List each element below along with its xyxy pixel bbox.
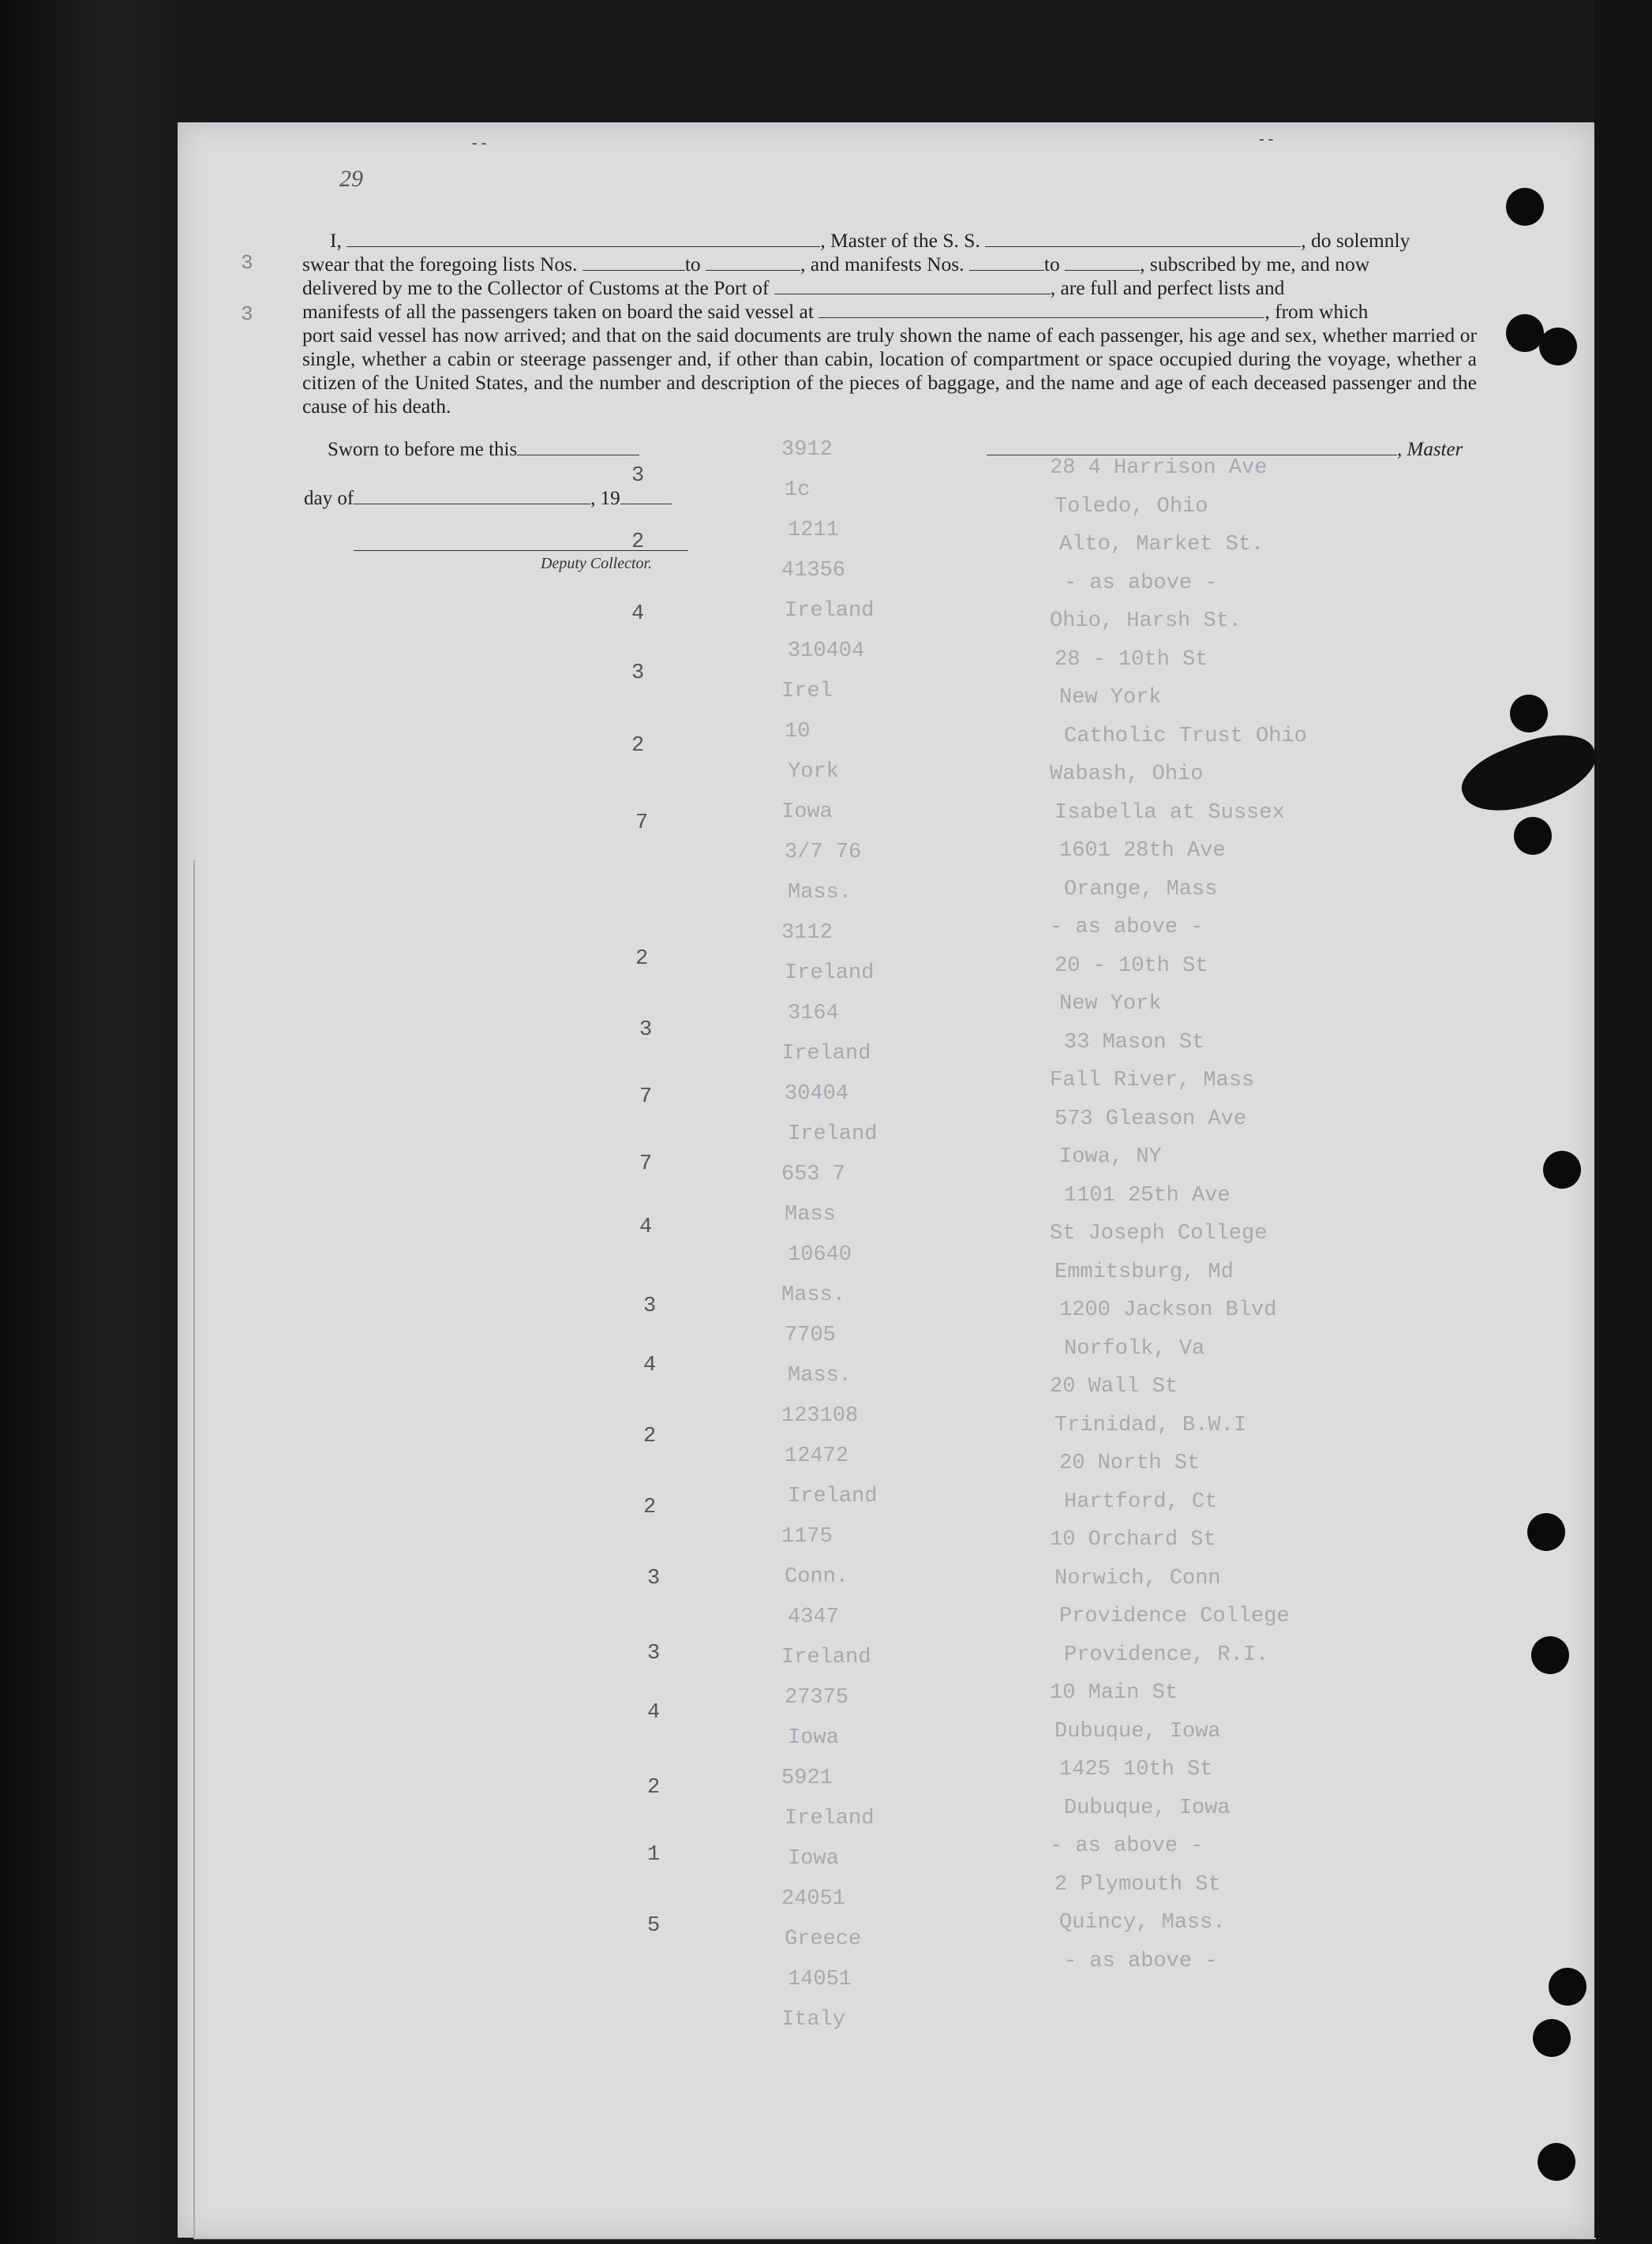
bleed-through-text: Wabash, Ohio (1050, 762, 1204, 786)
bleed-through-text: New York (1059, 686, 1162, 710)
bleed-through-text: Catholic Trust Ohio (1064, 724, 1307, 748)
bleed-through-text: Providence College (1059, 1605, 1290, 1628)
punch-hole (1510, 695, 1548, 732)
lists-from-blank (583, 254, 685, 271)
scan-background-left (0, 0, 178, 2244)
bleed-through-text: Mass (785, 1203, 836, 1227)
bleed-through-text: 3912 (781, 438, 833, 462)
bleed-through-text: 27375 (785, 1686, 849, 1710)
column-mark: 3 (639, 1018, 653, 1042)
embark-port-blank (819, 302, 1264, 318)
bleed-through-text: - as above - (1050, 1834, 1204, 1858)
column-mark: 4 (647, 1701, 661, 1725)
master-name-blank (347, 230, 820, 247)
bleed-through-text: New York (1059, 992, 1162, 1016)
column-mark: 7 (635, 811, 649, 835)
oath-line3-a: delivered by me to the Collector of Customs at the Port of (302, 276, 770, 299)
oath-line2-d: to (1043, 253, 1060, 275)
bleed-through-text: 10640 (788, 1243, 852, 1267)
bleed-through-text: 7705 (785, 1324, 836, 1347)
manifests-to-blank (1065, 254, 1140, 271)
ship-name-blank (985, 230, 1301, 247)
bleed-through-text: 41356 (781, 559, 846, 583)
sworn-text: Sworn to before me this (328, 439, 518, 460)
sworn-day-blank (517, 439, 639, 455)
oath-line1-c: , do solemnly (1301, 229, 1410, 252)
bleed-through-text: 1175 (781, 1525, 833, 1549)
bleed-through-text: 4347 (788, 1605, 839, 1629)
oath-line4-a: manifests of all the passengers taken on board the said vessel at (302, 300, 814, 323)
bleed-through-text: 1425 10th St (1059, 1758, 1213, 1781)
bleed-through-text: 1200 Jackson Blvd (1059, 1298, 1277, 1322)
bleed-through-text: Iowa (781, 800, 833, 824)
column-mark: 4 (639, 1216, 653, 1239)
bleed-through-text: - as above - (1064, 1949, 1218, 1973)
bleed-through-text: Ireland (785, 599, 875, 623)
bleed-through-text: 653 7 (781, 1163, 846, 1186)
column-mark: 3 (631, 464, 645, 488)
bleed-through-text: Ireland (788, 1122, 878, 1146)
punch-hole (1527, 1513, 1565, 1551)
punch-hole (1539, 328, 1577, 365)
sworn-line (328, 439, 639, 461)
top-ink-mark: - - (1259, 130, 1274, 148)
day-of-text: day of (304, 488, 354, 509)
bleed-through-text: Norfolk, Va (1064, 1336, 1205, 1361)
margin-mark: 3 (241, 251, 253, 275)
bleed-through-text: 20 - 10th St (1055, 953, 1208, 978)
column-mark: 7 (639, 1152, 653, 1176)
bleed-through-text: 28 4 Harrison Ave (1050, 456, 1268, 480)
punch-hole (1514, 817, 1552, 855)
manifests-from-blank (969, 254, 1044, 271)
bleed-through-text: Isabella at Sussex (1055, 800, 1285, 825)
column-mark: 3 (643, 1294, 657, 1318)
day-of-line (304, 488, 672, 510)
column-mark: 3 (647, 1642, 661, 1665)
bleed-through-text: - as above - (1050, 916, 1204, 939)
oath-paragraph (302, 229, 1477, 418)
bleed-through-text: Emmitsburg, Md (1055, 1260, 1234, 1284)
bleed-through-text: 3112 (781, 921, 833, 945)
year-prefix: , 19 (590, 488, 620, 509)
bleed-through-text: Quincy, Mass. (1059, 1911, 1226, 1935)
margin-mark: 3 (241, 302, 253, 326)
bleed-through-text: Mass. (788, 1364, 852, 1388)
bleed-through-text: 1101 25th Ave (1064, 1183, 1231, 1208)
bleed-through-text: 20 North St (1059, 1452, 1201, 1475)
column-mark: 1 (647, 1843, 661, 1867)
bleed-through-text: 33 Mason St (1064, 1030, 1205, 1055)
oath-line2-e: , subscribed by me, and now (1140, 253, 1370, 275)
punch-hole (1506, 314, 1544, 352)
bleed-through-text: Norwich, Conn (1055, 1566, 1221, 1590)
column-mark: 3 (647, 1567, 661, 1590)
column-mark: 3 (631, 661, 645, 685)
bleed-through-text: St Joseph College (1050, 1222, 1268, 1246)
bleed-through-text: 573 Gleason Ave (1055, 1107, 1247, 1131)
bleed-through-text: Toledo, Ohio (1055, 494, 1208, 519)
punch-hole (1531, 1636, 1569, 1674)
bleed-through-text: Conn. (785, 1565, 849, 1589)
bleed-through-text: Mass. (781, 1283, 846, 1307)
bleed-through-text: Italy (781, 2008, 846, 2032)
column-mark: 2 (643, 1496, 657, 1519)
port-blank (774, 278, 1051, 294)
bleed-through-text: 10 Orchard St (1050, 1528, 1216, 1552)
bleed-through-text: 123108 (781, 1404, 859, 1428)
oath-line1-b: , Master of the S. S. (820, 229, 980, 252)
bleed-through-text: 3/7 76 (785, 841, 862, 864)
bleed-through-text: Ireland (781, 1042, 871, 1066)
lists-to-blank (706, 254, 800, 271)
bleed-through-text: Ireland (781, 1646, 871, 1669)
bleed-through-text: 1211 (788, 519, 839, 542)
bleed-through-text: Iowa, NY (1059, 1145, 1162, 1169)
punch-hole (1533, 2019, 1571, 2057)
bleed-through-text: Orange, Mass (1064, 877, 1218, 901)
oath-line2-b: to (684, 253, 701, 275)
column-mark: 2 (647, 1776, 661, 1800)
top-ink-mark: - - (472, 134, 487, 152)
column-mark: 5 (647, 1914, 661, 1938)
bleed-through-text: - as above - (1064, 571, 1218, 595)
bleed-through-text: Ireland (788, 1485, 878, 1508)
bleed-through-text: Alto, Market St. (1059, 533, 1264, 556)
bleed-through-text: 2 Plymouth St (1055, 1872, 1221, 1897)
bleed-through-text: Dubuque, Iowa (1055, 1719, 1221, 1744)
bleed-through-text: Ireland (785, 1807, 875, 1830)
year-blank (620, 488, 672, 504)
punch-hole (1549, 1968, 1586, 2006)
bleed-through-text: Iowa (788, 1847, 839, 1871)
bleed-through-text: Hartford, Ct (1064, 1489, 1218, 1514)
bleed-through-text: 5921 (781, 1766, 833, 1790)
bleed-through-text: 30404 (785, 1082, 849, 1106)
bleed-through-text: Providence, R.I. (1064, 1643, 1269, 1667)
bleed-through-text: Ohio, Harsh St. (1050, 609, 1242, 633)
column-mark: 4 (643, 1354, 657, 1377)
punch-hole (1543, 1151, 1581, 1189)
deputy-collector-caption: Deputy Collector. (541, 555, 653, 572)
column-mark: 4 (631, 602, 645, 626)
bleed-through-text: Mass. (788, 881, 852, 905)
bleed-through-text: Fall River, Mass (1050, 1069, 1255, 1092)
month-blank (354, 488, 590, 504)
column-mark: 2 (643, 1425, 657, 1448)
bleed-through-text: 1601 28th Ave (1059, 839, 1226, 863)
oath-body-text: port said vessel has now arrived; and that on the said documents are truly shown the name of each passenger, his age and sex, whether married or single, whether a cabin or steerage passenger and, if other than cabin, location of compartment or space occupied during the voyage, whether a citizen of the United States, and the number and description of the pieces of baggage, and the name and age of each deceased passenger and the cause of his death. (302, 324, 1477, 418)
bleed-through-text: Dubuque, Iowa (1064, 1796, 1231, 1820)
master-signature-blank (987, 439, 1397, 455)
oath-line2-a: swear that the foregoing lists Nos. (302, 253, 578, 275)
bleed-through-text: York (788, 760, 839, 784)
bleed-through-text: 20 Wall St (1050, 1375, 1178, 1399)
bleed-through-text: 28 - 10th St (1055, 647, 1208, 672)
oath-line1-a: I, (330, 229, 342, 252)
bleed-through-text: 310404 (788, 639, 865, 663)
bleed-through-text: 24051 (781, 1887, 846, 1911)
oath-line2-c: , and manifests Nos. (800, 253, 965, 275)
scan-background-right (1594, 0, 1652, 2244)
punch-hole (1538, 2143, 1575, 2181)
column-mark: 7 (639, 1085, 653, 1109)
punch-hole (1506, 188, 1544, 226)
page-number: 29 (339, 166, 363, 192)
bleed-through-text: 10 Main St (1050, 1681, 1178, 1705)
bleed-through-text: 3164 (788, 1002, 839, 1025)
oath-line3-b: , are full and perfect lists and (1050, 276, 1285, 299)
bleed-through-text: 10 (785, 720, 811, 744)
bleed-through-text: Trinidad, B.W.I (1055, 1413, 1247, 1437)
bleed-through-text: 1c (785, 478, 811, 502)
column-mark: 2 (631, 530, 645, 554)
oath-line4-b: , from which (1264, 300, 1369, 323)
bleed-through-text: Irel (781, 680, 833, 703)
column-mark: 2 (631, 734, 645, 758)
bleed-through-text: 14051 (788, 1968, 852, 1991)
column-mark: 2 (635, 947, 649, 971)
bleed-through-text: Greece (785, 1927, 862, 1951)
bleed-through-text: Ireland (785, 961, 875, 985)
bleed-through-text: 12472 (785, 1444, 849, 1468)
master-suffix: , Master (1397, 439, 1463, 460)
bleed-through-text: Iowa (788, 1726, 839, 1750)
